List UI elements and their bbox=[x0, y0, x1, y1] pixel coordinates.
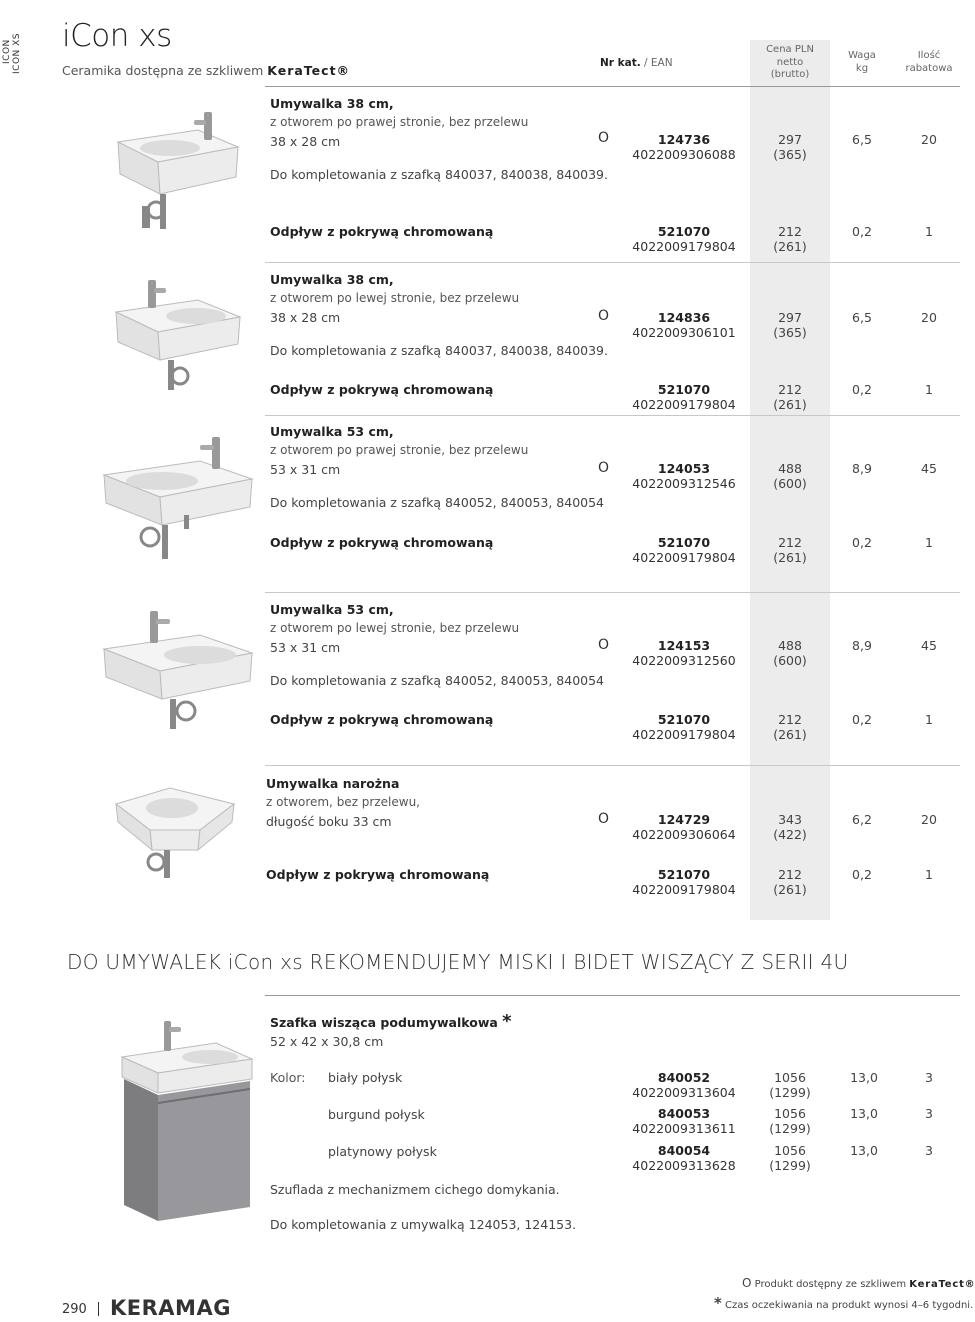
subtitle-text: Ceramika dostępna ze szkliwem bbox=[62, 63, 264, 78]
product-quantity: 20 bbox=[921, 812, 937, 827]
product-code: 840054 4022009313628 bbox=[632, 1143, 736, 1173]
product-quantity: 3 bbox=[925, 1106, 933, 1121]
product-price: 1056 (1299) bbox=[769, 1106, 811, 1136]
product-row-2-description: Odpływ z pokrywą chromowaną bbox=[270, 224, 494, 239]
availability-icon: O bbox=[598, 130, 610, 146]
variant-color: biały połysk bbox=[328, 1070, 403, 1085]
product-quantity: 1 bbox=[925, 224, 933, 239]
product-weight: 0,2 bbox=[852, 382, 872, 397]
product-row-7-description: Umywalka 53 cm, z otworem po lewej stronie, bez przelewu 53 x 31 cm Do kompletowania z szafką 840052, 840053, 840054 bbox=[270, 602, 605, 688]
product-code: 840052 4022009313604 bbox=[632, 1070, 736, 1100]
star-icon: * bbox=[502, 1011, 512, 1032]
product-quantity: 3 bbox=[925, 1143, 933, 1158]
star-icon: * bbox=[714, 1294, 722, 1312]
product-weight: 0,2 bbox=[852, 712, 872, 727]
product-weight: 6,2 bbox=[852, 812, 872, 827]
product-quantity: 20 bbox=[921, 310, 937, 325]
footnote-waiting-time: * Czas oczekiwania na produkt wynosi 4–6 tygodni. bbox=[714, 1294, 974, 1312]
cabinet-description bbox=[270, 1012, 512, 1051]
product-price: 212 (261) bbox=[773, 867, 807, 897]
header-separator bbox=[265, 86, 960, 87]
footnote-availability: O Produkt dostępny ze szkliwem KeraTect® bbox=[742, 1276, 975, 1290]
product-price: 297 (365) bbox=[773, 132, 807, 162]
product-price: 1056 (1299) bbox=[769, 1143, 811, 1173]
product-weight: 0,2 bbox=[852, 224, 872, 239]
cabinet-size: 52 x 42 x 30,8 cm bbox=[270, 1034, 384, 1049]
product-quantity: 1 bbox=[925, 535, 933, 550]
column-header-quantity: Ilość rabatowa bbox=[905, 50, 953, 74]
product-row-6-description: Odpływ z pokrywą chromowaną bbox=[270, 535, 494, 550]
product-code: 840053 4022009313611 bbox=[632, 1106, 736, 1136]
availability-icon: O bbox=[598, 460, 610, 476]
product-price: 297 (365) bbox=[773, 310, 807, 340]
page-title: iCon xs bbox=[62, 18, 172, 54]
product-quantity: 45 bbox=[921, 461, 937, 476]
side-section-label bbox=[0, 0, 24, 90]
product-code: 124053 4022009312546 bbox=[632, 461, 736, 491]
product-weight: 6,5 bbox=[852, 132, 872, 147]
column-header-price: Cena PLN netto (brutto) bbox=[766, 44, 814, 80]
variant-color: platynowy połysk bbox=[328, 1144, 437, 1159]
product-weight: 6,5 bbox=[852, 310, 872, 325]
product-quantity: 45 bbox=[921, 638, 937, 653]
product-code: 124836 4022009306101 bbox=[632, 310, 736, 340]
row-separator bbox=[265, 592, 960, 593]
product-quantity: 3 bbox=[925, 1070, 933, 1085]
basin-53-right-image bbox=[100, 425, 260, 565]
product-row-5-description: Umywalka 53 cm, z otworem po prawej stronie, bez przelewu 53 x 31 cm Do kompletowania z szafką 840052, 840053, 840054 bbox=[270, 424, 605, 510]
column-header-weight: Waga kg bbox=[848, 50, 876, 74]
product-weight: 13,0 bbox=[850, 1143, 878, 1158]
product-weight: 8,9 bbox=[852, 461, 872, 476]
product-price: 488 (600) bbox=[773, 461, 807, 491]
product-weight: 0,2 bbox=[852, 867, 872, 882]
product-row-9-description: Umywalka narożna z otworem, bez przelewu, długość boku 33 cm bbox=[266, 776, 420, 829]
product-row-8-description: Odpływ z pokrywą chromowaną bbox=[270, 712, 494, 727]
product-code: 124736 4022009306088 bbox=[632, 132, 736, 162]
product-quantity: 1 bbox=[925, 712, 933, 727]
product-code: 521070 4022009179804 bbox=[632, 382, 736, 412]
product-price: 212 (261) bbox=[773, 712, 807, 742]
product-quantity: 20 bbox=[921, 132, 937, 147]
subtitle-brand: KeraTect® bbox=[267, 63, 351, 78]
color-label: Kolor: bbox=[270, 1070, 306, 1085]
keramag-logo: KERAMAG bbox=[110, 1296, 231, 1320]
variant-color: burgund połysk bbox=[328, 1107, 425, 1122]
cabinet-drawer-note: Szuflada z mechanizmem cichego domykania. bbox=[270, 1182, 560, 1197]
product-price: 1056 (1299) bbox=[750, 1070, 830, 1100]
basin-38-left-image bbox=[108, 272, 248, 397]
recommendation-banner: DO UMYWALEK iCon xs REKOMENDUJEMY MISKI I BIDET WISZĄCY Z SERII 4U bbox=[67, 950, 849, 974]
row-separator bbox=[265, 262, 960, 263]
cabinet-name: Szafka wisząca podumywalkowa bbox=[270, 1015, 498, 1030]
row-separator bbox=[265, 415, 960, 416]
circle-icon: O bbox=[742, 1276, 752, 1290]
availability-icon: O bbox=[598, 637, 610, 653]
product-code: 521070 4022009179804 bbox=[632, 867, 736, 897]
product-code: 521070 4022009179804 bbox=[632, 224, 736, 254]
row-separator bbox=[265, 765, 960, 766]
product-code: 521070 4022009179804 bbox=[632, 712, 736, 742]
page-subtitle bbox=[62, 63, 350, 78]
product-weight: 0,2 bbox=[852, 535, 872, 550]
product-quantity: 1 bbox=[925, 382, 933, 397]
cabinet-compatibility-note: Do kompletowania z umywalką 124053, 124153. bbox=[270, 1217, 577, 1232]
availability-icon: O bbox=[598, 811, 610, 827]
product-weight: 13,0 bbox=[850, 1106, 878, 1121]
product-price: 212 (261) bbox=[773, 224, 807, 254]
product-quantity: 1 bbox=[925, 867, 933, 882]
product-row-1-description: Umywalka 38 cm, z otworem po prawej stronie, bez przelewu 38 x 28 cm Do kompletowania z szafką 840037, 840038, 840039. bbox=[270, 96, 608, 182]
product-weight: 8,9 bbox=[852, 638, 872, 653]
footer-divider bbox=[98, 1302, 99, 1316]
basin-38-right-image bbox=[108, 102, 248, 247]
side-label-line2: ICON XS bbox=[12, 33, 22, 74]
basin-53-left-image bbox=[100, 605, 260, 735]
column-header-nr-kat: Nr kat. / EAN bbox=[600, 57, 673, 69]
product-row-3-description: Umywalka 38 cm, z otworem po lewej stronie, bez przelewu 38 x 28 cm Do kompletowania z szafką 840037, 840038, 840039. bbox=[270, 272, 608, 358]
corner-basin-image bbox=[110, 770, 240, 885]
product-row-10-description: Odpływ z pokrywą chromowaną bbox=[266, 867, 490, 882]
side-label-line1: ICON bbox=[2, 39, 12, 64]
product-price: 212 (261) bbox=[773, 535, 807, 565]
availability-icon: O bbox=[598, 308, 610, 324]
page-number: 290 bbox=[62, 1302, 87, 1317]
product-price: 488 (600) bbox=[773, 638, 807, 668]
product-price: 343 (422) bbox=[773, 812, 807, 842]
product-price: 212 (261) bbox=[773, 382, 807, 412]
product-code: 124153 4022009312560 bbox=[632, 638, 736, 668]
cabinet-image bbox=[112, 1015, 262, 1230]
product-code: 124729 4022009306064 bbox=[632, 812, 736, 842]
product-code: 521070 4022009179804 bbox=[632, 535, 736, 565]
banner-separator bbox=[265, 995, 960, 996]
product-weight: 13,0 bbox=[850, 1070, 878, 1085]
product-row-4-description: Odpływ z pokrywą chromowaną bbox=[270, 382, 494, 397]
